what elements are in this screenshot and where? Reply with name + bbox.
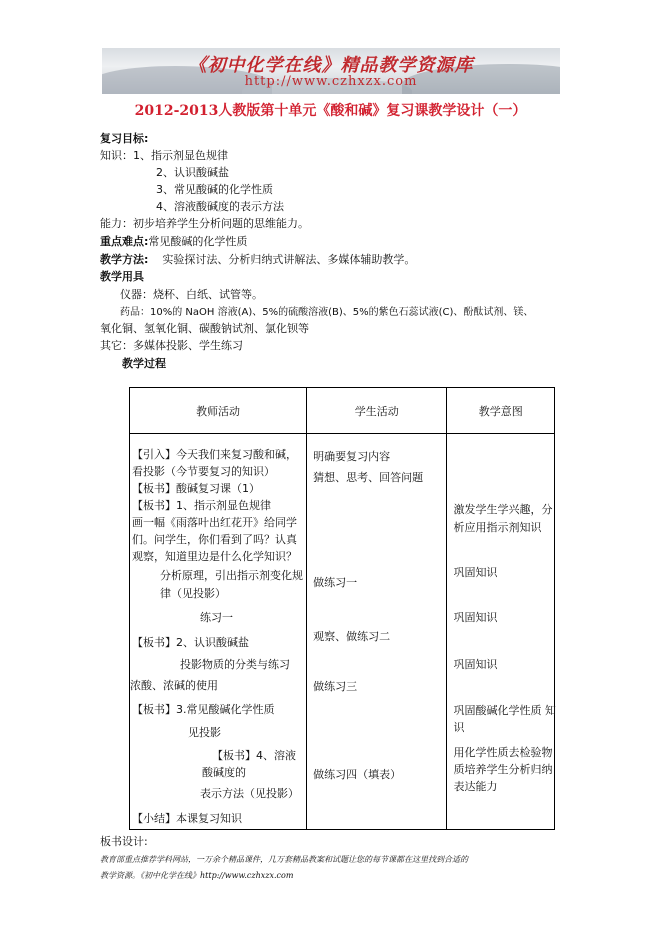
student-line: 明确要复习内容 [313, 450, 391, 463]
teacher-line: 【板书】1、指示剂显色规律 [132, 499, 271, 512]
teacher-line: 画一幅《雨落叶出红花开》给同学 [132, 516, 297, 529]
intent-line: 巩固酸碱化学性质 知 [453, 704, 556, 717]
intent-line: 识 [453, 721, 465, 734]
teacher-line: 见投影 [188, 726, 221, 739]
student-line: 做练习一 [313, 576, 358, 589]
intent-line: 巩固知识 [453, 611, 498, 624]
reagents-line-2: 氧化铜、氢氧化铜、碳酸钠试剂、氯化钡等 [100, 322, 309, 335]
teacher-line: 酸碱度的 [202, 766, 246, 779]
banner-title: 《初中化学在线》精品教学资源库 [188, 55, 474, 76]
teacher-line: 【板书】酸碱复习课（1） [132, 482, 260, 495]
materials-heading: 教学用具 [100, 270, 144, 283]
teacher-line: 投影物质的分类与练习 [180, 658, 290, 671]
student-line: 做练习四（填表） [313, 768, 402, 781]
teacher-line: 们。问学生，你们看到了吗？认真 [132, 533, 297, 546]
teacher-line: 【板书】4、溶液 [212, 749, 296, 762]
methods-text: 实验探讨法、分析归纳式讲解法、多媒体辅助教学。 [162, 253, 416, 266]
teacher-line: 观察，知道里边是什么化学知识？ [132, 550, 297, 563]
reagents-line-1: 药品：10%的 NaOH 溶液(A)、5%的硫酸溶液(B)、5%的紫色石蕊试液(C)、酚酞试剂、镁、 [120, 307, 534, 318]
teacher-line: 看投影（今节要复习的知识） [132, 465, 275, 478]
key-point-text: 常见酸碱的化学性质 [148, 235, 248, 248]
knowledge-line-1 [100, 147, 228, 163]
teacher-line: 律（见投影） [160, 587, 226, 600]
knowledge-item-3: 3、常见酸碱的化学性质 [156, 183, 273, 196]
methods-line [100, 251, 415, 267]
knowledge-item-1: 1、指示剂显色规律 [133, 149, 228, 162]
header-intent: 教学意图 [447, 388, 555, 434]
goals-heading: 复习目标: [100, 132, 149, 145]
intent-line: 质培养学生分析归纳 [453, 763, 553, 776]
teacher-line: 【板书】3.常见酸碱化学性质 [132, 703, 275, 716]
student-activity-cell [307, 434, 447, 830]
header-teacher: 教师活动 [130, 388, 307, 434]
ability-line: 能力：初步培养学生分析问题的思维能力。 [100, 217, 309, 230]
intent-line: 巩固知识 [453, 566, 498, 579]
key-point-line [100, 233, 247, 249]
teacher-line: 【小结】本课复习知识 [132, 812, 242, 825]
teacher-activity-cell [130, 434, 307, 830]
intent-line: 用化学性质去检验物 [453, 746, 553, 759]
teaching-intent-cell [447, 434, 555, 830]
teacher-line: 【引入】今天我们来复习酸和碱， [132, 448, 297, 461]
board-design-label: 板书设计: [100, 835, 148, 848]
header-student: 学生活动 [307, 388, 447, 434]
student-line: 做练习三 [313, 680, 358, 693]
knowledge-prefix: 知识： [100, 149, 133, 162]
methods-label: 教学方法: [100, 253, 149, 266]
key-point-label: 重点难点: [100, 235, 149, 248]
teacher-line: 【板书】2、认识酸碱盐 [132, 636, 249, 649]
document-title: 2012-2013人教版第十单元《酸和碱》复习课教学设计（一） [134, 103, 527, 119]
student-line: 观察、做练习二 [313, 630, 391, 643]
other-materials: 其它：多媒体投影、学生练习 [100, 339, 243, 352]
knowledge-item-2: 2、认识酸碱盐 [156, 166, 229, 179]
teacher-line: 分析原理，引出指示剂变化规 [160, 569, 303, 582]
footer-line-2[interactable]: 教学资源。《初中化学在线》http://www.czhxzx.com [100, 871, 294, 880]
intent-line: 巩固知识 [453, 658, 498, 671]
intent-line: 析应用指示剂知识 [453, 521, 542, 534]
teacher-line: 浓酸、浓碱的使用 [130, 679, 218, 692]
process-heading: 教学过程 [122, 357, 166, 370]
site-banner [102, 48, 560, 94]
teacher-line: 表示方法（见投影） [200, 787, 299, 800]
knowledge-item-4: 4、溶液酸碱度的表示方法 [156, 200, 284, 213]
intent-line: 表达能力 [453, 780, 498, 793]
teacher-line: 练习一 [200, 611, 233, 624]
banner-url[interactable]: http://www.czhxzx.com [244, 74, 418, 89]
instruments-line: 仪器：烧杯、白纸、试管等。 [120, 288, 263, 301]
student-line: 猜想、思考、回答问题 [313, 471, 424, 484]
teaching-process-table [129, 387, 555, 830]
intent-line: 激发学生学兴趣，分 [453, 503, 553, 516]
footer-line-1: 教育部重点推荐学科网站，一万余个精品课件，几万套精品教案和试题让您的每节课都在这里找到合适的 [100, 855, 468, 864]
